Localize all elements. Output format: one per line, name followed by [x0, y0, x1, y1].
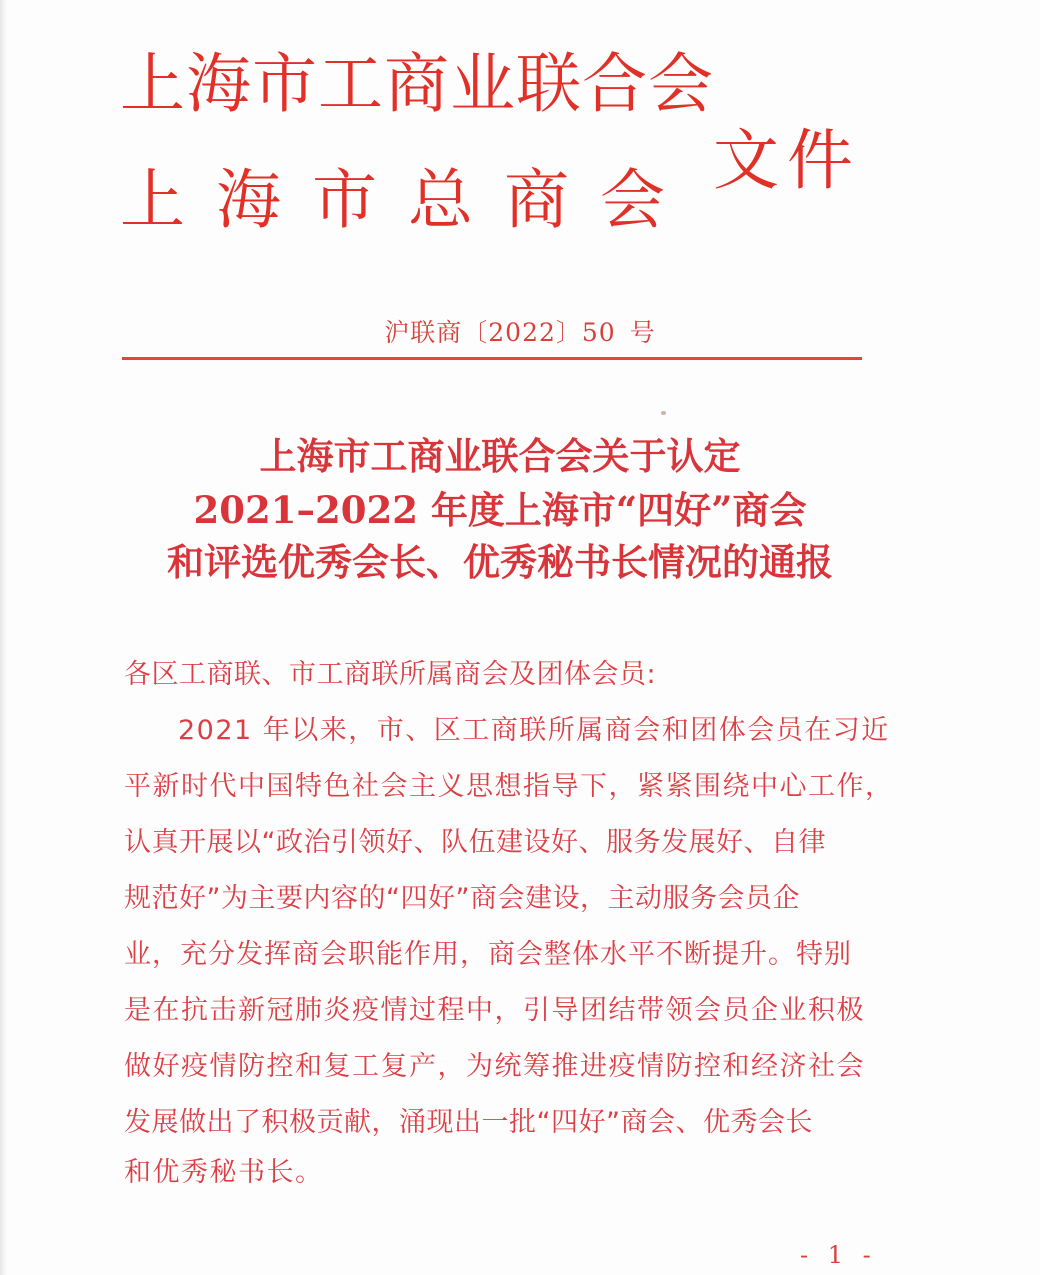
page-number: - 1 -: [800, 1241, 877, 1269]
body-line: 和优秀秘书长。: [124, 1157, 324, 1188]
doc-type-label: 文件: [713, 122, 861, 199]
body-line: 规范好”为主要内容的“四好”商会建设，主动服务会员企: [124, 883, 800, 914]
issuer-char: 上: [120, 163, 186, 238]
notice-title-line-2: 2021–2022 年度上海市“四好”商会: [193, 488, 807, 532]
notice-title-line-3: 和评选优秀会长、优秀秘书长情况的通报: [167, 540, 833, 584]
issuer-char: 海: [215, 163, 281, 238]
page-edge-shadow: [0, 0, 6, 1275]
issuer-name-federation: 上海市工商业联合会: [120, 47, 715, 122]
issuer-char: 市: [311, 163, 377, 238]
body-line: 2021 年以来，市、区工商联所属商会和团体会员在习近: [178, 715, 890, 746]
notice-title-line-1: 上海市工商业联合会关于认定: [259, 434, 741, 478]
salutation: 各区工商联、市工商联所属商会及团体会员:: [124, 659, 657, 690]
body-line: 是在抗击新冠肺炎疫情过程中，引导团结带领会员企业积极: [124, 995, 865, 1026]
body-line: 业，充分发挥商会职能作用，商会整体水平不断提升。特别: [124, 939, 852, 970]
body-line: 发展做出了积极贡献，涌现出一批“四好”商会、优秀会长: [124, 1107, 813, 1138]
body-line: 平新时代中国特色社会主义思想指导下，紧紧围绕中心工作，: [124, 771, 894, 802]
document-number: [0, 313, 1040, 349]
document-number-suffix: 号: [629, 318, 656, 347]
issuer-char: 会: [599, 163, 665, 238]
issuer-char: 商: [503, 163, 569, 238]
document-number-code: 沪联商〔2022〕50: [384, 318, 616, 347]
scan-speck: [661, 411, 666, 415]
red-separator-line: [122, 357, 862, 360]
body-line: 做好疫情防控和复工复产，为统筹推进疫情防控和经济社会: [124, 1051, 865, 1082]
issuer-name-chamber: [120, 163, 665, 238]
body-line: 认真开展以“政治引领好、队伍建设好、服务发展好、自律: [124, 827, 826, 858]
issuer-char: 总: [407, 163, 473, 238]
